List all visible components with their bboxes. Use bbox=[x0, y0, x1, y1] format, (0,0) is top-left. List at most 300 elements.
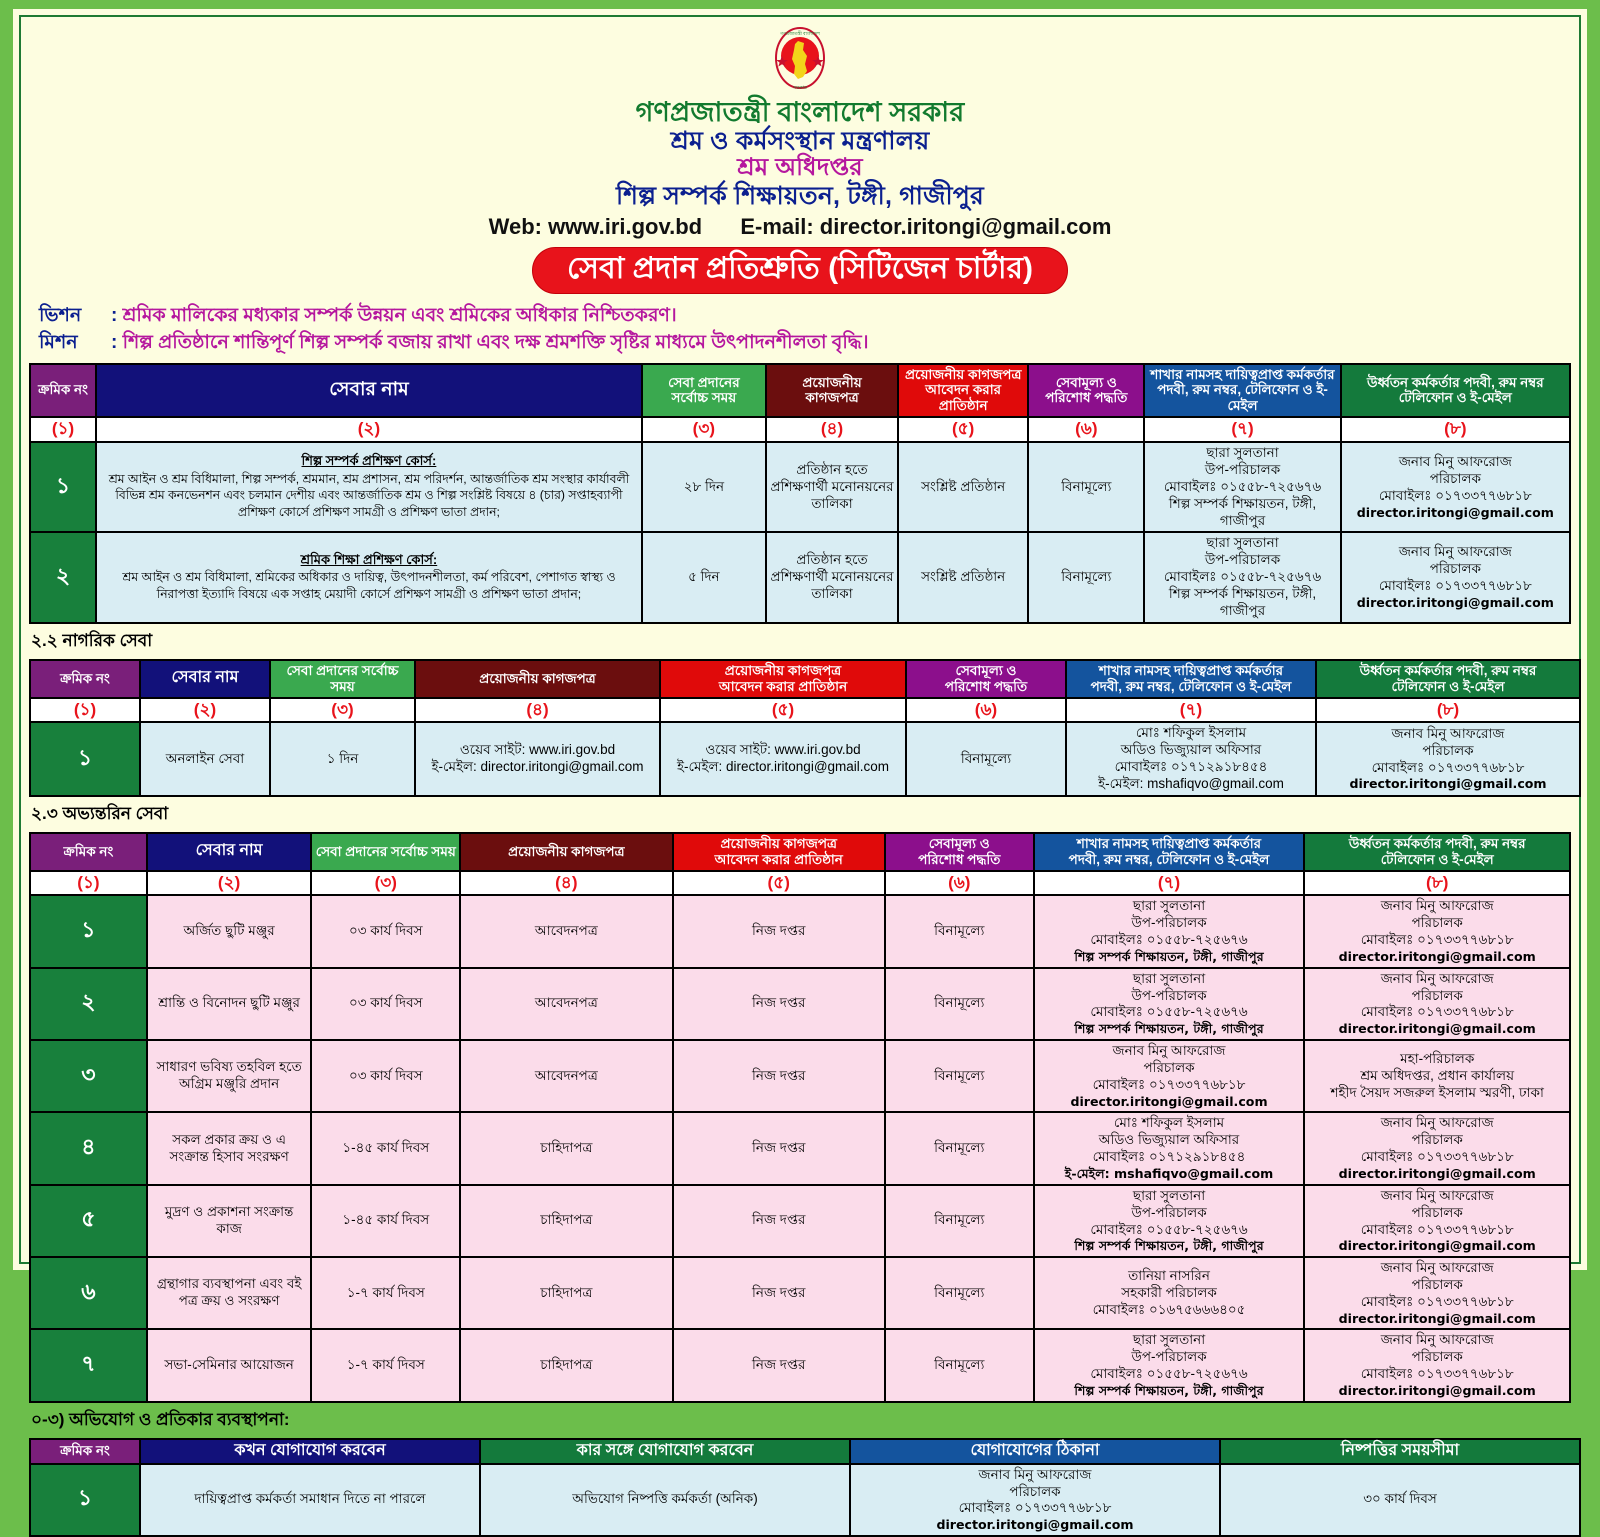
citizen-services-table bbox=[29, 659, 1581, 797]
officer-mobile: মোবাইলঃ ০১৬৭৫৬৬৬৪০৫ bbox=[1092, 1301, 1246, 1317]
address-post: পরিচালক bbox=[1009, 1483, 1061, 1499]
row-max-time: ১-৪৫ কার্য দিবস bbox=[311, 1185, 460, 1257]
table1-number-row bbox=[30, 417, 1570, 442]
th-whom: কার সঙ্গে যোগাযোগ করবেন bbox=[480, 1439, 850, 1464]
row-fee: বিনামূল্যে bbox=[906, 722, 1066, 796]
th-senior-l2: টেলিফোন ও ই-মেইল bbox=[1391, 678, 1505, 694]
row-documents: আবেদনপত্র bbox=[460, 968, 672, 1040]
senior-name: জনাব মিনু আফরোজ bbox=[1391, 725, 1505, 741]
row-fee: বিনামূল্যে bbox=[885, 1185, 1034, 1257]
row-officer bbox=[1034, 1257, 1305, 1329]
th-max-time: সেবা প্রদানের সর্বোচ্চ সময় bbox=[311, 833, 460, 871]
row-max-time: ১-৭ কার্য দিবস bbox=[311, 1257, 460, 1329]
table-row bbox=[30, 1257, 1570, 1329]
senior-email: director.iritongi@gmail.com bbox=[1338, 1383, 1536, 1399]
row-service bbox=[96, 532, 642, 622]
colnum-4: (৪) bbox=[460, 871, 672, 896]
row-fee: বিনামূল্যে bbox=[885, 1040, 1034, 1112]
mission-label: মিশন bbox=[39, 331, 78, 353]
senior-post: পরিচালক bbox=[1411, 1276, 1463, 1292]
th-service-name: সেবার নাম bbox=[96, 364, 642, 418]
row-fee: বিনামূল্যে bbox=[885, 1329, 1034, 1401]
colnum-2: (২) bbox=[140, 698, 270, 723]
senior-email: director.iritongi@gmail.com bbox=[1356, 504, 1554, 520]
th-sl: ক্রমিক নং bbox=[30, 364, 96, 418]
documents-line-1: ওয়েব সাইট: www.iri.gov.bd bbox=[459, 742, 616, 758]
row-documents: আবেদনপত্র bbox=[460, 895, 672, 967]
senior-mobile: মোবাইলঃ ০১৭৩৩৭৭৬৮১৮ bbox=[1360, 1293, 1514, 1309]
row-fee: বিনামূল্যে bbox=[885, 895, 1034, 967]
th-officer-l1: শাখার নামসহ দায়িত্বপ্রাপ্ত কর্মকর্তার bbox=[1098, 662, 1284, 678]
row-place bbox=[660, 722, 906, 796]
senior-post: পরিচালক bbox=[1411, 1132, 1463, 1148]
senior-post: পরিচালক bbox=[1411, 987, 1463, 1003]
service-title: শিল্প সম্পর্ক প্রশিক্ষণ কোর্স: bbox=[301, 453, 437, 469]
row-serial: ৭ bbox=[30, 1329, 147, 1401]
th-address: যোগাযোগের ঠিকানা bbox=[850, 1439, 1220, 1464]
row-max-time: ১-৪৫ কার্য দিবস bbox=[311, 1112, 460, 1184]
row-documents: চাহিদাপত্র bbox=[460, 1329, 672, 1401]
row-max-time: ০৩ কার্য দিবস bbox=[311, 1040, 460, 1112]
contact-line bbox=[29, 214, 1571, 240]
row-serial: ৬ bbox=[30, 1257, 147, 1329]
senior-email: director.iritongi@gmail.com bbox=[1356, 595, 1554, 610]
officer-name: ছারা সুলতানা bbox=[1132, 1187, 1206, 1203]
th-fee bbox=[1028, 364, 1144, 418]
row-officer bbox=[1034, 895, 1305, 967]
row-serial: ৩ bbox=[30, 1040, 147, 1112]
address-mobile: মোবাইলঃ ০১৭৩৩৭৭৬৮১৮ bbox=[958, 1500, 1112, 1516]
row-officer bbox=[1034, 1185, 1305, 1257]
th-deadline: নিষ্পত্তির সময়সীমা bbox=[1220, 1439, 1580, 1464]
th-service-name: সেবার নাম bbox=[140, 660, 270, 698]
place-line-1: ওয়েব সাইট: www.iri.gov.bd bbox=[705, 742, 861, 758]
officer-address: শিল্প সম্পর্ক শিক্ষায়তন, টঙ্গী, গাজীপুর bbox=[1074, 1238, 1264, 1254]
th-fee-l2: পরিশোধ পদ্ধতি bbox=[1045, 390, 1128, 406]
table22-number-row bbox=[30, 698, 1580, 723]
senior-email: director.iritongi@gmail.com bbox=[1338, 1166, 1536, 1182]
website-label: Web: www.iri.gov.bd bbox=[488, 214, 703, 240]
colnum-1: (১) bbox=[30, 417, 96, 442]
row-service: অনলাইন সেবা bbox=[140, 722, 270, 796]
senior-mobile: মোবাইলঃ ০১৭৩৩৭৭৬৮১৮ bbox=[1378, 487, 1532, 503]
officer-name: মোঃ শফিকুল ইসলাম bbox=[1113, 1115, 1225, 1131]
senior-name: জনাব মিনু আফরোজ bbox=[1380, 1332, 1494, 1348]
row-max-time: ২৮ দিন bbox=[642, 442, 766, 532]
bangladesh-government-emblem-icon bbox=[768, 25, 832, 95]
training-services-table bbox=[29, 363, 1571, 624]
row-max-time: ১ দিন bbox=[270, 722, 415, 796]
row-documents bbox=[415, 722, 660, 796]
internal-services-table bbox=[29, 832, 1571, 1403]
row-service: শ্রান্তি ও বিনোদন ছুটি মঞ্জুর bbox=[147, 968, 312, 1040]
th-officer-l2: পদবী, রুম নম্বর, টেলিফোন ও ই-মেইল bbox=[1157, 382, 1328, 414]
row-documents: চাহিদাপত্র bbox=[460, 1112, 672, 1184]
table-row bbox=[30, 1329, 1570, 1401]
officer-post: উপ-পরিচালক bbox=[1131, 1349, 1207, 1365]
row-documents: প্রতিষ্ঠান হতে প্রশিক্ষণার্থী মনোনয়নের তালিকা bbox=[766, 532, 898, 622]
page-frame bbox=[13, 9, 1587, 1533]
colnum-8: (৮) bbox=[1341, 417, 1570, 442]
row-place: নিজ দপ্তর bbox=[673, 1112, 885, 1184]
officer-mobile: মোবাইলঃ ০১৭১২৯১৮৪৫৪ bbox=[1114, 759, 1268, 775]
row-max-time: ১-৭ কার্য দিবস bbox=[311, 1329, 460, 1401]
th-sl: ক্রমিক নং bbox=[30, 833, 147, 871]
vision-sep: : bbox=[111, 304, 118, 326]
senior-name: জনাব মিনু আফরোজ bbox=[1380, 898, 1494, 914]
row-senior bbox=[1304, 968, 1570, 1040]
th-documents bbox=[766, 364, 898, 418]
officer-name: ছারা সুলতানা bbox=[1132, 970, 1206, 986]
row-fee: বিনামূল্যে bbox=[885, 968, 1034, 1040]
officer-post: উপ-পরিচালক bbox=[1131, 987, 1207, 1003]
table-row bbox=[30, 968, 1570, 1040]
th-senior-l1: উর্ধ্বতন কর্মকর্তার পদবী, রুম নম্বর bbox=[1348, 835, 1526, 851]
vision-label: ভিশন bbox=[39, 304, 82, 326]
officer-mobile: মোবাইলঃ ০১৫৫৮-৭২৫৬৭৬ bbox=[1163, 478, 1322, 494]
officer-name: ছারা সুলতানা bbox=[1132, 1332, 1206, 1348]
officer-address: শিল্প সম্পর্ক শিক্ষায়তন, টঙ্গী, গাজীপুর bbox=[1168, 586, 1317, 618]
th-senior bbox=[1304, 833, 1570, 871]
row-place: নিজ দপ্তর bbox=[673, 1257, 885, 1329]
senior-post: পরিচালক bbox=[1422, 742, 1474, 758]
th-officer bbox=[1144, 364, 1340, 418]
senior-mobile: মোবাইলঃ ০১৭৩৩৭৭৬৮১৮ bbox=[1371, 759, 1525, 775]
row-service: সকল প্রকার ক্রয় ও এ সংক্রান্ত হিসাব সংরক্ষণ bbox=[147, 1112, 312, 1184]
th-fee-l2: পরিশোধ পদ্ধতি bbox=[944, 678, 1028, 694]
th-documents: প্রয়োজনীয় কাগজপত্র bbox=[415, 660, 660, 698]
senior-email: director.iritongi@gmail.com bbox=[1338, 1238, 1536, 1254]
section-3-label: ০-৩) অভিযোগ ও প্রতিকার ব্যবস্থাপনা: bbox=[31, 1409, 290, 1429]
grievance-table bbox=[29, 1438, 1581, 1537]
officer-email: ই-মেইল: mshafiqvo@gmail.com bbox=[1098, 775, 1284, 791]
colnum-3: (৩) bbox=[642, 417, 766, 442]
table23-header-row bbox=[30, 833, 1570, 871]
senior-mobile: শহীদ সৈয়দ সজরুল ইসলাম স্মরণী, ঢাকা bbox=[1330, 1084, 1544, 1100]
row-max-time: ৫ দিন bbox=[642, 532, 766, 622]
row-serial: ১ bbox=[30, 442, 96, 532]
colnum-6: (৬) bbox=[885, 871, 1034, 896]
row-officer bbox=[1034, 1040, 1305, 1112]
row-fee: বিনামূল্যে bbox=[1028, 532, 1144, 622]
th-officer bbox=[1066, 660, 1316, 698]
row-service bbox=[96, 442, 642, 532]
colnum-4: (৪) bbox=[415, 698, 660, 723]
th-place bbox=[660, 660, 906, 698]
row-officer bbox=[1034, 968, 1305, 1040]
senior-mobile: মোবাইলঃ ০১৭৩৩৭৭৬৮১৮ bbox=[1360, 1366, 1514, 1382]
row-senior bbox=[1304, 1185, 1570, 1257]
th-officer-l2: পদবী, রুম নম্বর, টেলিফোন ও ই-মেইল bbox=[1090, 678, 1292, 694]
senior-name: জনাব মিনু আফরোজ bbox=[1380, 1187, 1494, 1203]
officer-name: তানিয়া নাসরিন bbox=[1128, 1267, 1210, 1283]
officer-post: উপ-পরিচালক bbox=[1204, 461, 1281, 477]
th-officer bbox=[1034, 833, 1305, 871]
row-senior bbox=[1304, 895, 1570, 967]
institute-name: শিল্প সম্পর্ক শিক্ষায়তন, টঙ্গী, গাজীপুর bbox=[616, 182, 984, 211]
row-place: সংশ্লিষ্ট প্রতিষ্ঠান bbox=[898, 532, 1028, 622]
row-senior bbox=[1316, 722, 1580, 796]
senior-post: পরিচালক bbox=[1429, 561, 1481, 577]
officer-post: উপ-পরিচালক bbox=[1204, 552, 1281, 568]
mission-text: শিল্প প্রতিষ্ঠানে শান্তিপূর্ণ শিল্প সম্পর্ক বজায় রাখা এবং দক্ষ শ্রমশক্তি সৃষ্টির মাধ্যমে উৎপাদনশীলতা বৃদ্ধি। bbox=[122, 331, 869, 353]
th-sl: ক্রমিক নং bbox=[30, 1439, 140, 1464]
row-whom: অভিযোগ নিষ্পত্তি কর্মকর্তা (অনিক) bbox=[480, 1464, 850, 1536]
row-service: মুদ্রণ ও প্রকাশনা সংক্রান্ত কাজ bbox=[147, 1185, 312, 1257]
row-officer bbox=[1066, 722, 1316, 796]
colnum-6: (৬) bbox=[1028, 417, 1144, 442]
table23-number-row bbox=[30, 871, 1570, 896]
table-row bbox=[30, 1464, 1580, 1536]
row-officer bbox=[1034, 1112, 1305, 1184]
senior-email: director.iritongi@gmail.com bbox=[1338, 1021, 1536, 1037]
senior-name: জনাব মিনু আফরোজ bbox=[1398, 454, 1512, 469]
officer-name: জনাব মিনু আফরোজ bbox=[1112, 1043, 1226, 1059]
service-desc: শ্রম আইন ও শ্রম বিধিমালা, শ্রমিকের অধিকার ও দায়িত্ব, উৎপাদনশীলতা, কর্ম পরিবেশ, পেশাগত স্বাস্থ্য ও নিরাপত্তা ইত্যাদি বিষয়ে এক সপ্তাহ মেয়াদী কোর্সে প্রশিক্ষণ সামগ্রী ও প্রশিক্ষণ ভাতা প্রদান; bbox=[122, 570, 616, 602]
colnum-1: (১) bbox=[30, 871, 147, 896]
table-row bbox=[30, 1185, 1570, 1257]
senior-mobile: মোবাইলঃ ০১৭৩৩৭৭৬৮১৮ bbox=[1360, 1149, 1514, 1165]
senior-post: পরিচালক bbox=[1429, 470, 1481, 486]
officer-post: উপ-পরিচালক bbox=[1131, 915, 1207, 931]
vision-mission-block bbox=[39, 303, 1571, 357]
colnum-3: (৩) bbox=[311, 871, 460, 896]
row-place: সংশ্লিষ্ট প্রতিষ্ঠান bbox=[898, 442, 1028, 532]
row-serial: ১ bbox=[30, 722, 140, 796]
senior-email: director.iritongi@gmail.com bbox=[1338, 948, 1536, 964]
officer-address: director.iritongi@gmail.com bbox=[1070, 1093, 1268, 1109]
officer-address: শিল্প সম্পর্ক শিক্ষায়তন, টঙ্গী, গাজীপুর bbox=[1168, 495, 1317, 528]
row-fee: বিনামূল্যে bbox=[885, 1257, 1034, 1329]
row-service: অর্জিত ছুটি মঞ্জুর bbox=[147, 895, 312, 967]
colnum-8: (৮) bbox=[1304, 871, 1570, 896]
th-fee-l1: সেবামূল্য ও bbox=[1055, 374, 1117, 390]
senior-post: পরিচালক bbox=[1411, 915, 1463, 931]
th-documents-l2: কাগজপত্র bbox=[805, 390, 859, 406]
officer-mobile: মোবাইলঃ ০১৫৫৮-৭২৫৬৭৬ bbox=[1090, 1004, 1248, 1020]
officer-post: অডিও ভিজ্যুয়াল অফিসার bbox=[1120, 742, 1262, 758]
table-row bbox=[30, 532, 1570, 622]
row-when: দায়িত্বপ্রাপ্ত কর্মকর্তা সমাধান দিতে না পারলে bbox=[140, 1464, 480, 1536]
senior-mobile: মোবাইলঃ ০১৭৩৩৭৭৬৮১৮ bbox=[1360, 1221, 1514, 1237]
senior-name: জনাব মিনু আফরোজ bbox=[1398, 544, 1512, 560]
row-senior bbox=[1341, 532, 1570, 622]
senior-name: মহা-পরিচালক bbox=[1400, 1050, 1475, 1066]
officer-address: শিল্প সম্পর্ক শিক্ষায়তন, টঙ্গী, গাজীপুর bbox=[1074, 948, 1264, 964]
th-fee-l1: সেবামূল্য ও bbox=[955, 662, 1017, 678]
ministry-name: শ্রম ও কর্মসংস্থান মন্ত্রণালয় bbox=[670, 127, 930, 156]
th-senior-l1: উর্ধ্বতন কর্মকর্তার পদবী, রুম নম্বর bbox=[1366, 374, 1544, 390]
row-officer bbox=[1034, 1329, 1305, 1401]
officer-mobile: মোবাইলঃ ০১৭৩৩৭৭৬৮১৮ bbox=[1092, 1076, 1246, 1092]
senior-post: পরিচালক bbox=[1411, 1204, 1463, 1220]
th-senior-l2: টেলিফোন ও ই-মেইল bbox=[1380, 851, 1494, 867]
row-fee: বিনামূল্যে bbox=[1028, 442, 1144, 532]
table-row bbox=[30, 1040, 1570, 1112]
officer-mobile: মোবাইলঃ ০১৫৫৮-৭২৫৬৭৬ bbox=[1090, 932, 1248, 948]
officer-mobile: মোবাইলঃ ০১৫৫৮-৭২৫৬৭৬ bbox=[1090, 1221, 1248, 1237]
officer-name: মোঃ শফিকুল ইসলাম bbox=[1135, 725, 1247, 741]
officer-mobile: মোবাইলঃ ০১৫৫৮-৭২৫৬৭৬ bbox=[1090, 1366, 1248, 1382]
officer-mobile: মোবাইলঃ ০১৫৫৮-৭২৫৬৭৬ bbox=[1163, 569, 1322, 585]
table-row bbox=[30, 895, 1570, 967]
th-place-l2: আবেদন করার প্রাতিষ্ঠান bbox=[925, 382, 1002, 414]
department-name: শ্রম অধিদপ্তর bbox=[737, 154, 863, 182]
senior-mobile: মোবাইলঃ ০১৭৩৩৭৭৬৮১৮ bbox=[1360, 932, 1514, 948]
th-place-l2: আবেদন করার প্রাতিষ্ঠান bbox=[718, 678, 848, 694]
row-senior bbox=[1304, 1040, 1570, 1112]
row-service: সাধারণ ভবিষ্য তহবিল হতে অগ্রিম মঞ্জুরি প্রদান bbox=[147, 1040, 312, 1112]
documents-line-2: ই-মেইল: director.iritongi@gmail.com bbox=[431, 759, 644, 775]
service-desc: শ্রম আইন ও শ্রম বিধিমালা, শিল্প সম্পর্ক, শ্রমমান, শ্রম প্রশাসন, শ্রম পরিদর্শন, আন্তর্জাতিক শ্রম সংস্থার কার্যাবলী বিভিন্ন শ্রম কনভেনশন এবং চলমান দেশীয় এবং আন্তর্জাতিক শ্রম ও শিল্প সংশ্লিষ্ট বিষয়ে ৪ (চার) সপ্তাহব্যাপী প্রশিক্ষণ কোর্সে প্রশিক্ষণ সামগ্রী ও প্রশিক্ষণ ভাতা প্রদান; bbox=[108, 471, 630, 520]
grievance-header-row bbox=[30, 1439, 1580, 1464]
row-max-time: ০৩ কার্য দিবস bbox=[311, 968, 460, 1040]
place-line-2: ই-মেইল: director.iritongi@gmail.com bbox=[676, 759, 890, 775]
senior-email: director.iritongi@gmail.com bbox=[1349, 776, 1547, 792]
row-serial: ৪ bbox=[30, 1112, 147, 1184]
th-service-name: সেবার নাম bbox=[147, 833, 312, 871]
mission-row bbox=[39, 330, 1571, 357]
officer-address: শিল্প সম্পর্ক শিক্ষায়তন, টঙ্গী, গাজীপুর bbox=[1074, 1021, 1264, 1037]
th-officer-l1: শাখার নামসহ দায়িত্বপ্রাপ্ত কর্মকর্তার bbox=[1150, 366, 1335, 382]
document-header bbox=[29, 21, 1571, 294]
senior-mobile: মোবাইলঃ ০১৭৩৩৭৭৬৮১৮ bbox=[1378, 578, 1532, 594]
officer-mobile: মোবাইলঃ ০১৭১২৯১৮৪৫৪ bbox=[1092, 1149, 1246, 1165]
colnum-5: (৫) bbox=[660, 698, 906, 723]
colnum-5: (৫) bbox=[673, 871, 885, 896]
colnum-5: (৫) bbox=[898, 417, 1028, 442]
row-serial: ১ bbox=[30, 895, 147, 967]
row-senior bbox=[1341, 442, 1570, 532]
colnum-8: (৮) bbox=[1316, 698, 1580, 723]
senior-name: জনাব মিনু আফরোজ bbox=[1380, 1115, 1494, 1131]
row-senior bbox=[1304, 1257, 1570, 1329]
senior-email: director.iritongi@gmail.com bbox=[1338, 1310, 1536, 1326]
th-place-l2: আবেদন করার প্রাতিষ্ঠান bbox=[714, 851, 843, 867]
row-deadline: ৩০ কার্য দিবস bbox=[1220, 1464, 1580, 1536]
senior-mobile: মোবাইলঃ ০১৭৩৩৭৭৬৮১৮ bbox=[1360, 1004, 1514, 1020]
th-place bbox=[673, 833, 885, 871]
row-senior bbox=[1304, 1329, 1570, 1401]
th-senior-l1: উর্ধ্বতন কর্মকর্তার পদবী, রুম নম্বর bbox=[1359, 662, 1537, 678]
colnum-3: (৩) bbox=[270, 698, 415, 723]
th-sl: ক্রমিক নং bbox=[30, 660, 140, 698]
row-officer bbox=[1144, 442, 1340, 532]
th-fee bbox=[906, 660, 1066, 698]
row-documents: আবেদনপত্র bbox=[460, 1040, 672, 1112]
row-serial: ৫ bbox=[30, 1185, 147, 1257]
svg-text:গণপ্রজাতন্ত্রী বাংলাদেশ: গণপ্রজাতন্ত্রী বাংলাদেশ bbox=[780, 31, 820, 36]
address-name: জনাব মিনু আফরোজ bbox=[978, 1466, 1092, 1482]
vision-row bbox=[39, 303, 1571, 330]
officer-address: শিল্প সম্পর্ক শিক্ষায়তন, টঙ্গী, গাজীপুর bbox=[1074, 1383, 1264, 1399]
officer-post: উপ-পরিচালক bbox=[1131, 1204, 1207, 1220]
mission-sep: : bbox=[111, 331, 118, 353]
table-row bbox=[30, 1112, 1570, 1184]
row-service: সভা-সেমিনার আয়োজন bbox=[147, 1329, 312, 1401]
row-place: নিজ দপ্তর bbox=[673, 968, 885, 1040]
th-senior-l2: টেলিফোন ও ই-মেইল bbox=[1398, 390, 1512, 406]
th-max-time bbox=[642, 364, 766, 418]
th-place-l1: প্রয়োজনীয় কাগজপত্র bbox=[720, 835, 837, 851]
govt-name: গণপ্রজাতন্ত্রী বাংলাদেশ সরকার bbox=[635, 97, 965, 127]
th-place-l1: প্রয়োজনীয় কাগজপত্র bbox=[724, 662, 842, 678]
officer-post: সহকারী পরিচালক bbox=[1121, 1284, 1217, 1300]
row-place: নিজ দপ্তর bbox=[673, 1040, 885, 1112]
officer-name: ছারা সুলতানা bbox=[1132, 898, 1206, 914]
th-when: কখন যোগাযোগ করবেন bbox=[140, 1439, 480, 1464]
row-serial: ১ bbox=[30, 1464, 140, 1536]
th-place-l1: প্রয়োজনীয় কাগজপত্র bbox=[904, 366, 1022, 382]
colnum-6: (৬) bbox=[906, 698, 1066, 723]
senior-post: পরিচালক bbox=[1411, 1349, 1463, 1365]
officer-post: অডিও ভিজ্যুয়াল অফিসার bbox=[1098, 1132, 1240, 1148]
th-documents: প্রয়োজনীয় কাগজপত্র bbox=[460, 833, 672, 871]
row-place: নিজ দপ্তর bbox=[673, 895, 885, 967]
colnum-2: (২) bbox=[96, 417, 642, 442]
page-title: সেবা প্রদান প্রতিশ্রুতি (সিটিজেন চার্টার) bbox=[532, 247, 1068, 294]
table22-header-row bbox=[30, 660, 1580, 698]
th-max-time-l2: সর্বোচ্চ সময় bbox=[671, 390, 737, 406]
colnum-4: (৪) bbox=[766, 417, 898, 442]
row-serial: ২ bbox=[30, 968, 147, 1040]
row-fee: বিনামূল্যে bbox=[885, 1112, 1034, 1184]
colnum-2: (২) bbox=[147, 871, 312, 896]
th-fee-l2: পরিশোধ পদ্ধতি bbox=[918, 851, 1001, 867]
officer-name: ছারা সুলতানা bbox=[1206, 535, 1279, 551]
row-documents: প্রতিষ্ঠান হতে প্রশিক্ষণার্থী মনোনয়নের তালিকা bbox=[766, 442, 898, 532]
th-fee-l1: সেবামূল্য ও bbox=[928, 835, 990, 851]
table-row bbox=[30, 442, 1570, 532]
th-senior bbox=[1316, 660, 1580, 698]
section-23-label: ২.৩ অভ্যন্তরিন সেবা bbox=[31, 803, 169, 823]
senior-name: জনাব মিনু আফরোজ bbox=[1380, 1260, 1494, 1276]
internal-services-body bbox=[30, 895, 1570, 1402]
svg-text:সরকার: সরকার bbox=[793, 85, 807, 91]
table1-header-row bbox=[30, 364, 1570, 418]
section-22-label: ২.২ নাগরিক সেবা bbox=[31, 630, 153, 650]
colnum-7: (৭) bbox=[1066, 698, 1316, 723]
row-max-time: ০৩ কার্য দিবস bbox=[311, 895, 460, 967]
th-place bbox=[898, 364, 1028, 418]
row-address bbox=[850, 1464, 1220, 1536]
th-senior bbox=[1341, 364, 1570, 418]
row-officer bbox=[1144, 532, 1340, 622]
th-fee bbox=[885, 833, 1034, 871]
colnum-7: (৭) bbox=[1144, 417, 1340, 442]
row-place: নিজ দপ্তর bbox=[673, 1329, 885, 1401]
senior-name: জনাব মিনু আফরোজ bbox=[1380, 970, 1494, 986]
row-place: নিজ দপ্তর bbox=[673, 1185, 885, 1257]
officer-name: ছারা সুলতানা bbox=[1206, 445, 1279, 460]
service-title: শ্রমিক শিক্ষা প্রশিক্ষণ কোর্স: bbox=[300, 552, 438, 568]
row-senior bbox=[1304, 1112, 1570, 1184]
th-max-time-l1: সেবা প্রদানের bbox=[668, 374, 740, 390]
th-officer-l2: পদবী, রুম নম্বর, টেলিফোন ও ই-মেইল bbox=[1068, 851, 1270, 867]
colnum-1: (১) bbox=[30, 698, 140, 723]
table-row bbox=[30, 722, 1580, 796]
email-label: E-mail: director.iritongi@gmail.com bbox=[740, 214, 1112, 240]
officer-post: পরিচালক bbox=[1143, 1059, 1195, 1075]
officer-address: ই-মেইল: mshafiqvo@gmail.com bbox=[1064, 1166, 1274, 1182]
th-officer-l1: শাখার নামসহ দায়িত্বপ্রাপ্ত কর্মকর্তার bbox=[1076, 835, 1262, 851]
vision-text: শ্রমিক মালিকের মধ্যকার সম্পর্ক উন্নয়ন এবং শ্রমিকের অধিকার নিশ্চিতকরণ। bbox=[122, 304, 677, 326]
row-service: গ্রন্থাগার ব্যবস্থাপনা এবং বই পত্র ক্রয় ও সংরক্ষণ bbox=[147, 1257, 312, 1329]
address-email: director.iritongi@gmail.com bbox=[936, 1517, 1134, 1533]
th-max-time: সেবা প্রদানের সর্বোচ্চ সময় bbox=[270, 660, 415, 698]
th-documents-l1: প্রয়োজনীয় bbox=[802, 374, 862, 390]
row-documents: চাহিদাপত্র bbox=[460, 1257, 672, 1329]
